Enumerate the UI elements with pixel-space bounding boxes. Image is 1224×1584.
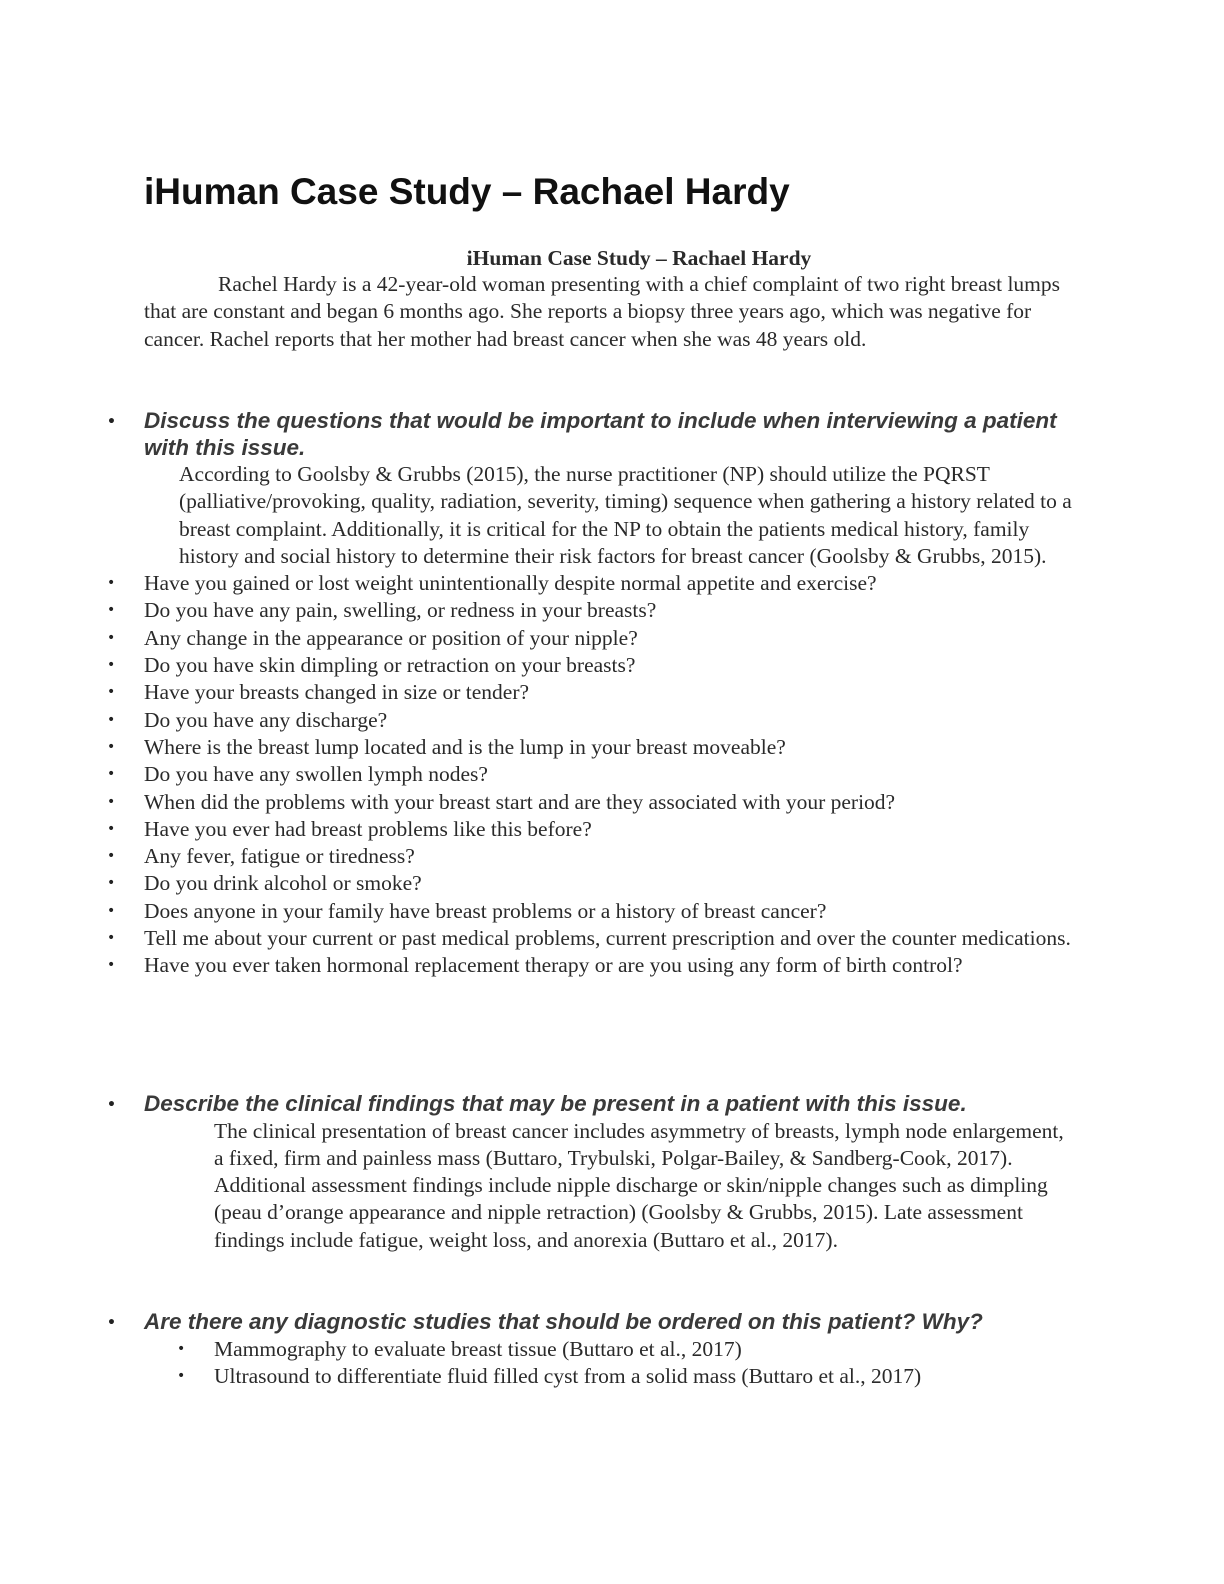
list-item: • Do you drink alcohol or smoke? [0, 870, 1084, 897]
bullet-icon: • [107, 738, 116, 755]
heading-text: Are there any diagnostic studies that should be ordered on this patient? Why? [144, 1309, 983, 1334]
interview-question-list [0, 570, 1224, 979]
list-item: • Any fever, fatigue or tiredness? [0, 843, 1084, 870]
bullet-icon: • [177, 1367, 186, 1384]
diagnostic-study-list [0, 1336, 1224, 1391]
bullet-icon: • [107, 575, 116, 592]
bullet-icon: • [107, 930, 116, 947]
intro-paragraph: Rachel Hardy is a 42-year-old woman presenting with a chief complaint of two right breast lumps that are constant and began 6 months ago. She reports a biopsy three years ago, which was negative for cancer. Rachel reports that her mother had breast cancer when she was 48 years old. [144, 272, 1061, 351]
list-item: • Mammography to evaluate breast tissue (Buttaro et al., 2017) [0, 1336, 1114, 1363]
bullet-icon: • [107, 711, 116, 728]
list-item: • Any change in the appearance or position of your nipple? [0, 625, 1084, 652]
bullet-icon: • [107, 629, 116, 646]
list-item: • Does anyone in your family have breast problems or a history of breast cancer? [0, 898, 1084, 925]
document-title: iHuman Case Study – Rachael Hardy [144, 171, 790, 212]
section-heading [0, 408, 1064, 461]
list-item: • Do you have any discharge? [0, 707, 1084, 734]
case-study-subtitle: iHuman Case Study – Rachael Hardy [466, 246, 812, 270]
section-answer: According to Goolsby & Grubbs (2015), the nurse practitioner (NP) should utilize the PQRST (palliative/provoking, quality, radiation, severity, timing) sequence when gathering a history related to a breast complaint. Additionally, it is critical for the NP to obtain the patients medical history, family history and social history to determine their risk factors for breast cancer (Goolsby & Grubbs, 2015). [179, 462, 1072, 568]
bullet-icon: • [107, 820, 116, 837]
list-item: • Have you gained or lost weight unintentionally despite normal appetite and exercise? [0, 570, 1084, 597]
list-item: • When did the problems with your breast start and are they associated with your period? [0, 789, 1084, 816]
bullet-icon: • [107, 414, 116, 430]
section-interview-questions [0, 408, 1224, 980]
bullet-icon: • [107, 793, 116, 810]
bullet-icon: • [107, 1097, 116, 1113]
bullet-icon: • [107, 1315, 116, 1331]
list-item: • Ultrasound to differentiate fluid filled cyst from a solid mass (Buttaro et al., 2017) [0, 1363, 1114, 1390]
bullet-icon: • [107, 684, 116, 701]
list-item: • Have you ever taken hormonal replacement therapy or are you using any form of birth control? [0, 952, 1084, 979]
bullet-icon: • [107, 957, 116, 974]
bullet-icon: • [107, 902, 116, 919]
bullet-icon: • [107, 657, 116, 674]
list-item: • Do you have any swollen lymph nodes? [0, 761, 1084, 788]
bullet-icon: • [107, 875, 116, 892]
list-item: • Where is the breast lump located and is the lump in your breast moveable? [0, 734, 1084, 761]
bullet-icon: • [107, 602, 116, 619]
bullet-icon: • [107, 766, 116, 783]
list-item: • Have you ever had breast problems like this before? [0, 816, 1084, 843]
list-item: • Have your breasts changed in size or tender? [0, 679, 1084, 706]
section-answer: The clinical presentation of breast cancer includes asymmetry of breasts, lymph node enlargement, a fixed, firm and painless mass (Buttaro, Trybulski, Polgar-Bailey, & Sandberg-Cook, 2017). Additional assessment findings include nipple discharge or skin/nipple changes such as dimpling (peau d’orange appearance and nipple retraction) (Goolsby & Grubbs, 2015). Late assessment findings include fatigue, weight loss, and anorexia (Buttaro et al., 2017). [214, 1118, 1064, 1252]
section-heading [0, 1309, 1064, 1336]
heading-text: Describe the clinical findings that may be present in a patient with this issue. [144, 1091, 967, 1116]
section-heading [0, 1091, 1064, 1118]
list-item: • Do you have any pain, swelling, or redness in your breasts? [0, 597, 1084, 624]
heading-text: Discuss the questions that would be important to include when interviewing a patient with this issue. [144, 408, 1057, 460]
list-item: • Do you have skin dimpling or retraction on your breasts? [0, 652, 1084, 679]
bullet-icon: • [177, 1340, 186, 1357]
section-diagnostic-studies [0, 1309, 1224, 1390]
section-clinical-findings [0, 1091, 1224, 1254]
bullet-icon: • [107, 848, 116, 865]
list-item: • Tell me about your current or past medical problems, current prescription and over the counter medications. [0, 925, 1084, 952]
